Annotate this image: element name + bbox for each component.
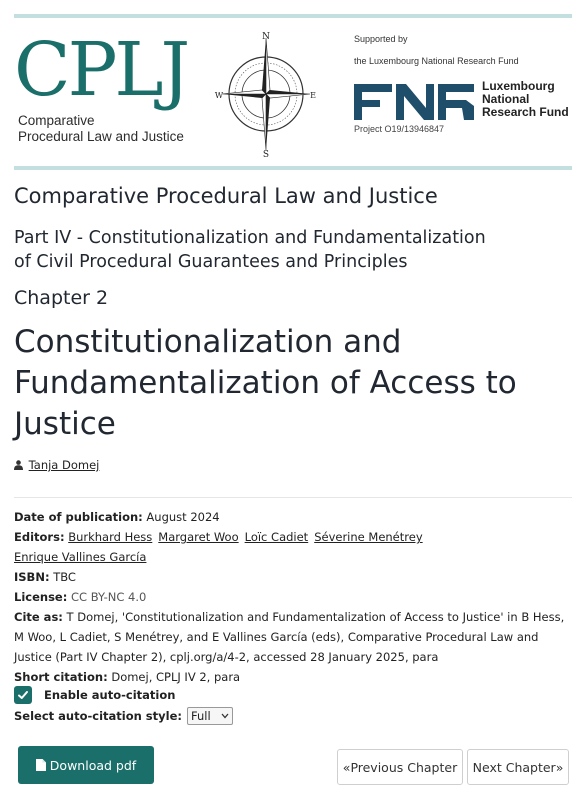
compass-rose-icon [214,30,318,158]
chapter-title-line3: Justice [14,406,116,442]
date-label: Date of publication: [14,510,143,524]
compass-n: N [262,32,270,42]
citation-style-row [14,707,233,725]
double-chevron-left-icon: « [342,759,351,775]
project-number: Project O19/13946847 [354,124,445,134]
isbn-label: ISBN: [14,570,50,584]
isbn-row [14,567,574,587]
editors-row [14,527,574,547]
cite-row-3 [14,647,574,667]
cite-row [14,607,574,627]
cplj-logo: CPLJ [14,27,188,113]
logo-subtitle-line1: Comparative [18,113,95,128]
editors-label: Editors: [14,530,65,544]
editors-row-continued [14,547,574,567]
supported-by-text: Supported by [354,34,408,44]
fnr-name [482,80,569,119]
download-pdf-button[interactable] [18,746,154,784]
auto-citation-toggle[interactable] [14,686,175,704]
chapter-title [14,322,584,445]
checkmark-icon [17,689,29,701]
fnr-name-line3: Research Fund [482,105,569,119]
publication-metadata [14,507,574,687]
short-citation-row [14,667,574,687]
double-chevron-right-icon: » [555,759,564,775]
fnr-name-line1: Luxembourg [482,79,555,93]
editor-link[interactable]: Margaret Woo [158,530,239,544]
license-row [14,587,574,607]
compass-e: E [310,91,316,100]
editor-link[interactable]: Burkhard Hess [68,530,153,544]
download-pdf-label: Download pdf [49,757,137,773]
license-label: License: [14,590,68,604]
short-citation-label: Short citation: [14,670,108,684]
person-icon [14,460,23,470]
chapter-title-line2: Fundamentalization of Access to [14,365,517,401]
chevron-down-icon [221,713,229,719]
chapter-label: Chapter 2 [14,287,109,309]
citation-style-label: Select auto-citation style: [14,709,182,723]
logo-subtitle-line2: Procedural Law and Justice [18,129,184,144]
header-divider [14,166,572,170]
license-value: CC BY-NC 4.0 [70,590,147,604]
next-chapter-button[interactable] [467,749,569,785]
logo-subtitle [18,113,184,145]
auto-citation-checkbox[interactable] [14,686,32,704]
file-pdf-icon [36,759,46,771]
cite-row-2 [14,627,574,647]
previous-chapter-button[interactable] [337,749,463,785]
short-citation-value: Domej, CPLJ IV 2, para [111,670,241,684]
top-divider [14,14,572,18]
cite-text-line2: M Woo, L Cadiet, S Menétrey, and E Vallines García (eds), Comparative Procedural Law and [14,630,539,644]
part-title [14,226,574,274]
fnr-name-line2: National [482,92,530,106]
next-chapter-label: Next Chapter [472,759,556,775]
citation-style-value: Full [191,709,211,723]
isbn-value: TBC [53,570,76,584]
author-link[interactable]: Tanja Domej [28,458,100,472]
date-value: August 2024 [146,510,220,524]
part-title-line1: Part IV - Constitutionalization and Fundamentalization [14,228,486,248]
funding-note [354,34,519,66]
author-line [14,458,99,472]
citation-style-select[interactable] [187,707,233,725]
cite-label: Cite as: [14,610,63,624]
auto-citation-label: Enable auto-citation [44,688,176,702]
funder-text: the Luxembourg National Research Fund [354,56,519,66]
part-title-line2: of Civil Procedural Guarantees and Principles [14,252,408,272]
editor-link[interactable]: Enrique Vallines García [14,550,147,564]
previous-chapter-label: Previous Chapter [350,759,458,775]
chapter-title-line1: Constitutionalization and [14,324,402,360]
meta-divider [14,497,572,498]
compass-s: S [262,150,270,158]
date-row [14,507,574,527]
series-title: Comparative Procedural Law and Justice [14,184,438,208]
cite-text-line1: T Domej, 'Constitutionalization and Fundamentalization of Access to Justice' in B Hess, [66,610,565,624]
cite-text-line3: Justice (Part IV Chapter 2), cplj.org/a/4-2, accessed 28 January 2025, para [14,650,439,664]
editor-link[interactable]: Loïc Cadiet [244,530,309,544]
editor-link[interactable]: Séverine Menétrey [314,530,423,544]
compass-w: W [214,91,224,100]
